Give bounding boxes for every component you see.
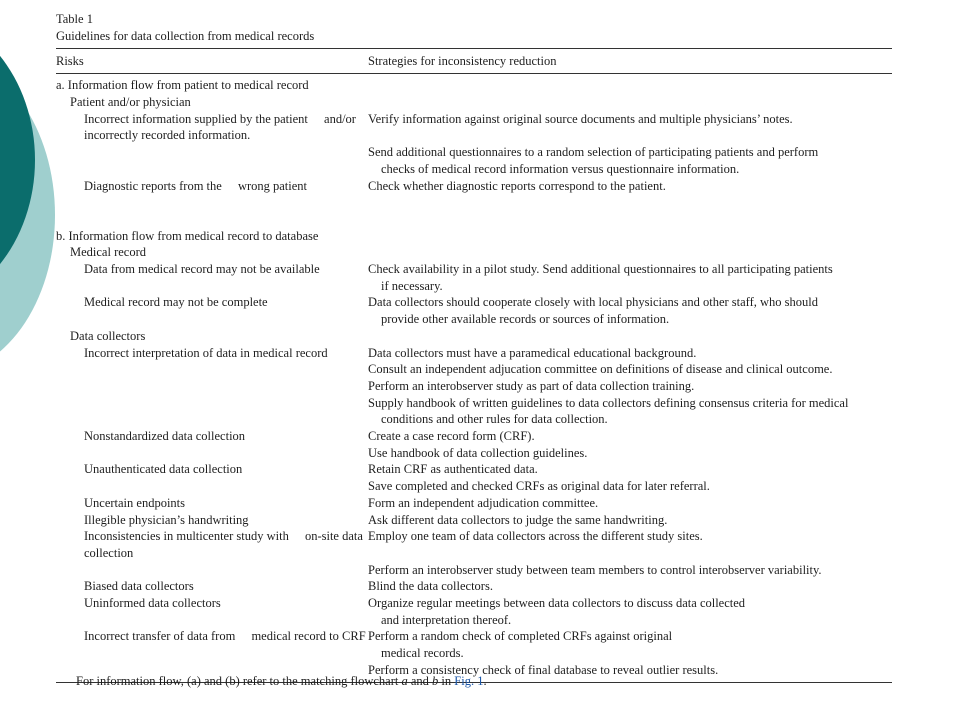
strategy-cell: Ask different data collectors to judge the same handwriting. (368, 512, 668, 527)
table-row (56, 428, 892, 461)
table-row (56, 495, 892, 512)
risk-cell: Biased data collectors (84, 579, 194, 594)
strategy-cell: Create a case record form (CRF). Use handbook of data collection guidelines. (368, 429, 588, 460)
table-row (56, 328, 892, 345)
strategy-cell: Verify information against original source documents and multiple physicians’ notes. Send additional questionnaires to a random selection of participating patients and perform checks of medical record information versus questionnaire information. (368, 111, 819, 176)
strategy-cell: Check whether diagnostic reports correspond to the patient. (368, 178, 666, 193)
risk-cell: Incorrect interpretation of data in medical record (84, 345, 328, 360)
risk-cell: Medical record may not be complete (84, 295, 268, 310)
subsection-heading: Data collectors (70, 328, 146, 343)
table-row (56, 77, 892, 94)
risk-cell: Illegible physician’s handwriting (84, 512, 249, 527)
table-row (56, 512, 892, 529)
risk-cell: Data from medical record may not be available (84, 262, 320, 277)
table-label: Table 1 (56, 12, 93, 26)
table-document (56, 11, 892, 683)
risk-cell: Uncertain endpoints (84, 495, 186, 510)
strategy-cell: Retain CRF as authenticated data. Save completed and checked CRFs as original data for later referral. (368, 462, 710, 494)
table-row (56, 228, 892, 245)
table-row (56, 294, 892, 327)
table-row (56, 628, 892, 678)
strategy-cell: Data collectors must have a paramedical educational background. Consult an independent adjucation committee on definitions of disease and clinical outcome. Perform an interobserver study as part of data collection training. Supply handbook of written guidelines to data collectors defining consensus criteria for medical conditions and other rules for data collection. (368, 345, 849, 427)
table-row (56, 578, 892, 595)
table-row (56, 461, 892, 494)
risk-cell: Incorrect information supplied by the patient and/or incorrectly recorded information. (84, 111, 356, 143)
section-heading-a: a. Information flow from patient to medical record (56, 78, 309, 93)
subsection-heading: Patient and/or physician (70, 95, 191, 110)
risk-cell: Uninformed data collectors (84, 596, 221, 611)
table-row (56, 94, 892, 111)
risk-cell: Inconsistencies in multicenter study with on-site data collection (84, 529, 363, 560)
table-row (56, 111, 892, 178)
risk-cell: Incorrect transfer of data from medical record to CRF (84, 629, 366, 644)
table-header-row (56, 49, 892, 73)
section-heading-b: b. Information flow from medical record to database (56, 228, 319, 243)
table-row (56, 244, 892, 261)
strategy-cell: Employ one team of data collectors across the different study sites. Perform an interobserver study between team members to control interobserver variability. (368, 529, 822, 577)
subsection-heading: Medical record (70, 245, 147, 260)
table-row (56, 528, 892, 578)
table-row (56, 345, 892, 429)
risk-cell: Nonstandardized data collection (84, 429, 246, 444)
header-risks: Risks (56, 54, 84, 69)
section-gap (56, 211, 892, 228)
strategy-cell: Blind the data collectors. (368, 579, 493, 594)
table-row (56, 595, 892, 628)
header-strategies: Strategies for inconsistency reduction (368, 54, 557, 69)
strategy-cell: Check availability in a pilot study. Send additional questionnaires to all participating patients if necessary. (368, 262, 833, 293)
table-footnote: For information flow, (a) and (b) refer to the matching flowchart a and b in Fig. 1. (76, 674, 487, 688)
table-row (56, 261, 892, 294)
strategy-cell: Perform a random check of completed CRFs against original medical records. Perform a consistency check of final database to reveal outlier results. (368, 629, 719, 677)
risk-cell: Diagnostic reports from the wrong patient (84, 178, 308, 193)
table-body (56, 74, 892, 678)
risk-cell: Unauthenticated data collection (84, 462, 243, 477)
figure-link[interactable]: Fig. 1 (454, 674, 484, 688)
strategy-cell: Organize regular meetings between data collectors to discuss data collected and interpretation thereof. (368, 596, 746, 627)
table-caption: Guidelines for data collection from medical records (56, 28, 315, 43)
table-row (56, 178, 892, 211)
strategy-cell: Form an independent adjudication committee. (368, 495, 599, 510)
strategy-cell: Data collectors should cooperate closely with local physicians and other staff, who should provide other available records or sources of information. (368, 295, 818, 327)
